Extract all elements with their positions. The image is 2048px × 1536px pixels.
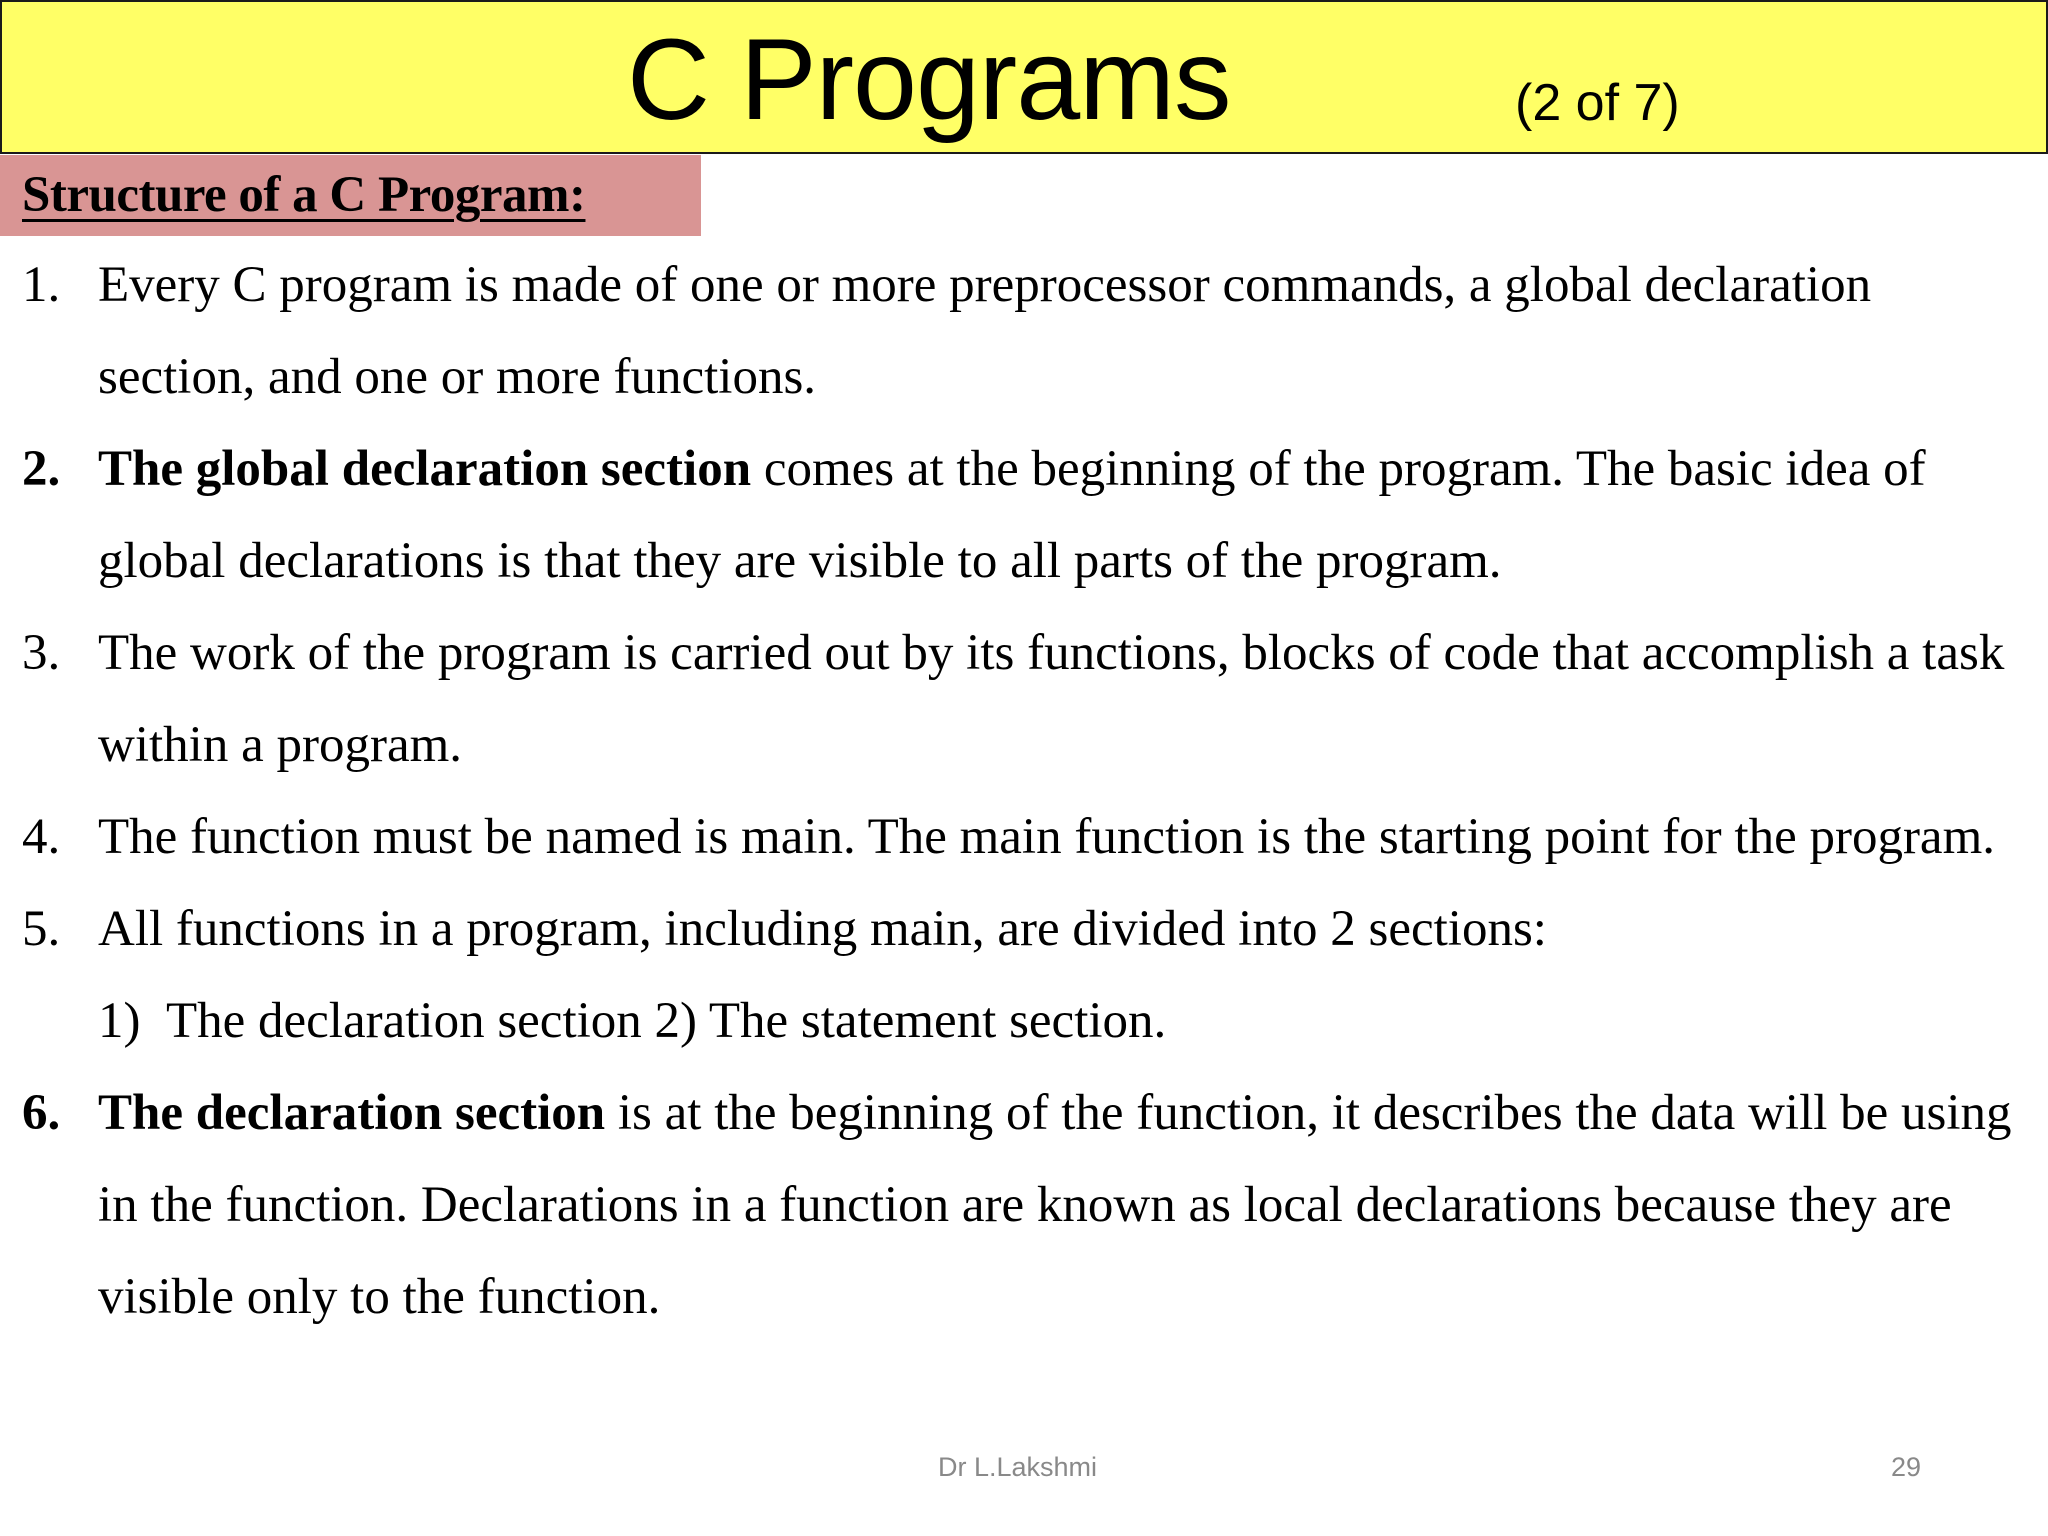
footer-author: Dr L.Lakshmi xyxy=(938,1452,1098,1482)
list-text: All functions in a program, including main, are divided into 2 sections: xyxy=(98,901,1547,957)
section-heading: Structure of a C Program: xyxy=(22,167,586,223)
sublist-text: The declaration section 2) The statement section. xyxy=(166,993,1167,1049)
list-number: 2. xyxy=(22,441,61,497)
bold-term: The declaration section xyxy=(98,1085,606,1141)
bold-term: The global declaration section xyxy=(98,441,752,497)
list-text: The global declaration section comes at the beginning of the program. The basic idea of xyxy=(98,441,1926,497)
list-number: 3. xyxy=(22,625,61,681)
list-number: 4. xyxy=(22,809,61,865)
list-number: 5. xyxy=(22,901,61,957)
list-text: The declaration section is at the beginning of the function, it describes the data will be using xyxy=(98,1085,2012,1141)
list-text: The work of the program is carried out by its functions, blocks of code that accomplish a task xyxy=(98,625,2005,681)
list-number: 6. xyxy=(22,1085,61,1141)
list-text: Every C program is made of one or more preprocessor commands, a global declaration xyxy=(98,257,1872,313)
list-text: in the function. Declarations in a function are known as local declarations because they are xyxy=(98,1177,1952,1233)
slide-title: C Programs xyxy=(627,16,1231,144)
slide-counter: (2 of 7) xyxy=(1515,74,1680,132)
list-text: visible only to the function. xyxy=(98,1269,661,1325)
list-number: 1. xyxy=(22,257,61,313)
list-text: section, and one or more functions. xyxy=(98,349,817,405)
list-text: within a program. xyxy=(98,717,462,773)
sublist-number: 1) xyxy=(98,993,141,1049)
footer-page-number: 29 xyxy=(1891,1452,1922,1482)
list-text: The function must be named is main. The main function is the starting point for the program. xyxy=(98,809,1995,865)
list-text: global declarations is that they are visible to all parts of the program. xyxy=(98,533,1502,589)
